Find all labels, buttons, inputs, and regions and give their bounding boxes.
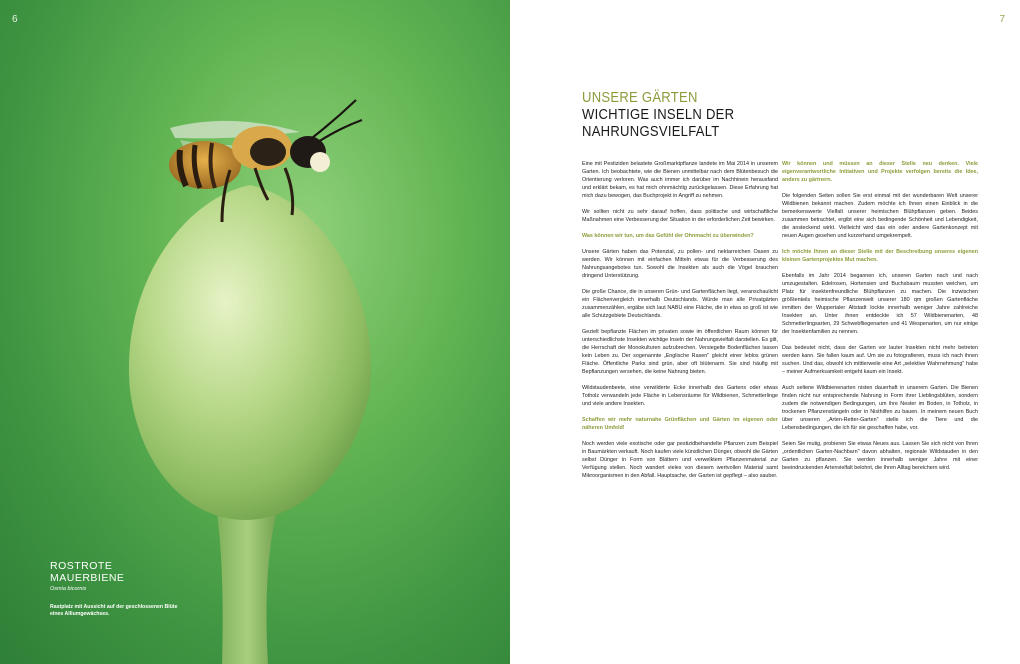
highlight-paragraph: Was können wir tun, um das Gefühl der Ohnmacht zu überwinden?: [582, 233, 754, 239]
body-paragraph: Ebenfalls im Jahr 2014 begannen ich, unseren Garten nach und nach umzugestalten. Edelrosen, Hortensien und Buchsbaum mussten weichen, um Platz für insektenfreundliche Blühpflanzen zu machen. Die inzwischen größtenteils heimische Pflanzenwelt unserer 180 qm großen Gartenfläche inmitten der Wuppertaler Altstadt lockte innerhalb weniger Jahre zahlreiche Insekten an. Unter ihnen entdeckte ich 57 Wildbienenarten, 48 Schmetterlingsarten, 29 Schwebfliegenarten und 41 Wespenarten, um nur einige der Insektenfamilien zu nennen.: [782, 273, 978, 335]
body-paragraph: Die folgenden Seiten sollen Sie erst einmal mit der wunderbaren Welt unserer Wildbienen bekannt machen. Zudem möchte ich Ihnen einen Einblick in die bemerkenswerte Vielfalt unserer heimischen Blühpflanzen geben. Beides zusammen betrachtet, ergibt eine sich bedingende Schönheit und Lebendigkeit, die ansteckend wirkt. Vielleicht wird das ein oder andere Gartenkonzept mit neuen Augen gesehen und kurzerhand umgekrempelt.: [782, 193, 978, 239]
body-paragraph: Die große Chance, die in unseren Grün- und Gartenflächen liegt, veranschaulicht ein Flächenvergleich innerhalb Deutschlands. Würde man alle Privatgärten zusammenzählen, ergäbe sich laut NABU eine Fläche, die in etwa so groß ist wie alle Schutzgebiete Deutschlands.: [582, 289, 778, 319]
chapter-heading: [582, 90, 751, 141]
body-paragraph: Gezielt bepflanzte Flächen im privaten sowie im öffentlichen Raum können für unterschiedlichste Insekten wichtige Inseln der Nahrungsvielfalt darstellen. Es gilt, die Herrschaft der Monokulturen aufzubrechen. Versiegelte Bodenflächen lassen kein Leben zu. Der sogenannte „Englische Rasen" gleicht einer leblos grünen Fläche. Öffentliche Parks sind grün, aber oft blütenarm. Sie sind häufig mit Bepflanzungen versehen, die keine Nahrung bieten.: [582, 329, 778, 375]
highlight-paragraph: Schaffen wir mehr naturnahe Grünflächen und Gärten im eigenen oder näheren Umfeld!: [582, 417, 778, 431]
text-column-right: [782, 160, 978, 480]
highlight-paragraph: Ich möchte Ihnen an dieser Stelle mit der Beschreibung unseres eigenen kleinen Gartenprojektes Mut machen.: [782, 249, 978, 263]
heading-line-1: UNSERE GÄRTEN: [582, 90, 698, 106]
page-number-left: 6: [12, 14, 18, 25]
body-paragraph: Unsere Gärten haben das Potenzial, zu pollen- und nektarreichen Oasen zu werden. Wir können mit einfachen Mitteln etwas für die Verbesserung des Nahrungsangebotes tun. Sowohl die Insekten als auch die Vögel brauchen dringend Unterstützung.: [582, 249, 778, 279]
flower-bud: [129, 185, 371, 520]
caption-title: ROSTROTE MAUERBIENE: [50, 560, 125, 584]
body-paragraph: Eine mit Pestiziden belastete Großmarktpflanze landete im Mai 2014 in unserem Garten. Ich beobachtete, wie die Bienen unmittelbar nach dem Blütenbesuch die Orientierung verloren. Was auch immer ich darüber im Nachhinein herausfand und erklärt bekam, es hat mich ohnmächtig zurückgelassen. Diese Erfahrung hat mich dazu bewogen, das Buchprojekt in Angriff zu nehmen.: [582, 161, 778, 199]
text-column-left: [582, 160, 778, 488]
caption-latin-name: Osmia bicornis: [50, 586, 87, 592]
page-number-right: 7: [999, 14, 1005, 25]
body-paragraph: Das bedeutet nicht, dass der Garten vor lauter Insekten nicht mehr betreten werden kann. Sie fallen kaum auf. Um sie zu fotografieren, muss ich nach ihnen suchen. Und das, obwohl ich mittlerweile eine Art „selektive Wahrnehmung" habe – meiner Aufmerksamkeit entgeht kaum ein Insekt.: [782, 345, 978, 375]
body-paragraph: Noch werden viele exotische oder gar pestizidbehandelte Pflanzen zum Beispiel in Baumärkten verkauft. Noch kaufen viele künstlichen Dünger, obwohl die Gärten selbst Dünger in Form von Blättern und verwelktem Pflanzenmaterial zur Verfügung stellen. Noch wandert vieles von diesem wertvollen Material samt Mikroorganismen in den Abfall. Hauptsache, der Garten ist gepflegt – also sauber.: [582, 441, 778, 479]
body-paragraph: Auch seltene Wildbienenarten nisten dauerhaft in unserem Garten. Die Bienen finden nicht nur entsprechende Nahrung in Form ihrer Lieblingsblüten, sondern zudem die notwendigen Bedingungen, um ihre Nester im Boden, in Totholz, in trockenen Pflanzenstängeln oder in Nisthilfen zu bauen. In meinem neuen Buch über unseren „Arten-Retter-Garten" stelle ich die Tiere und die Lebensbedingungen, die ich für sie geschaffen habe, vor.: [782, 385, 978, 431]
body-paragraph: Wildstaudenbeete, eine verwilderte Ecke innerhalb des Gartens oder etwas Totholz verwandeln jede Fläche in Lebensräume für Wildbienen, Schmetterlinge und viele andere Insekten.: [582, 385, 778, 407]
photo-caption: [50, 560, 190, 618]
body-paragraph: Wir sollten nicht zu sehr darauf hoffen, dass politische und wirtschaftliche Maßnahmen eine Verbesserung der Situation in der erforderlichen Zeit bewirken.: [582, 209, 778, 223]
heading-line-2: WICHTIGE INSELN DER: [582, 107, 735, 123]
highlight-paragraph: Wir können und müssen an dieser Stelle neu denken. Viele eigenverantwortliche Initiativen und Projekte verfolgen bereits die Idee, anders zu gärtnern.: [782, 161, 978, 183]
caption-description: Rastplatz mit Aussicht auf der geschlossenen Blüte eines Alliumgewächses.: [50, 604, 178, 618]
text-page: [510, 0, 1020, 664]
stem: [215, 500, 280, 664]
body-paragraph: Seien Sie mutig, probieren Sie etwas Neues aus. Lassen Sie sich nicht von Ihren „ordentlichen Garten-Nachbarn" davon abhalten, regionale Wildstauden in den Garten zu pflanzen. Sie werden innerhalb weniger Jahre mit einer beeindruckenden Artenvielfalt belohnt, die Ihren Alltag bereichern wird.: [782, 441, 978, 471]
heading-line-3: NAHRUNGSVIELFALT: [582, 124, 720, 140]
